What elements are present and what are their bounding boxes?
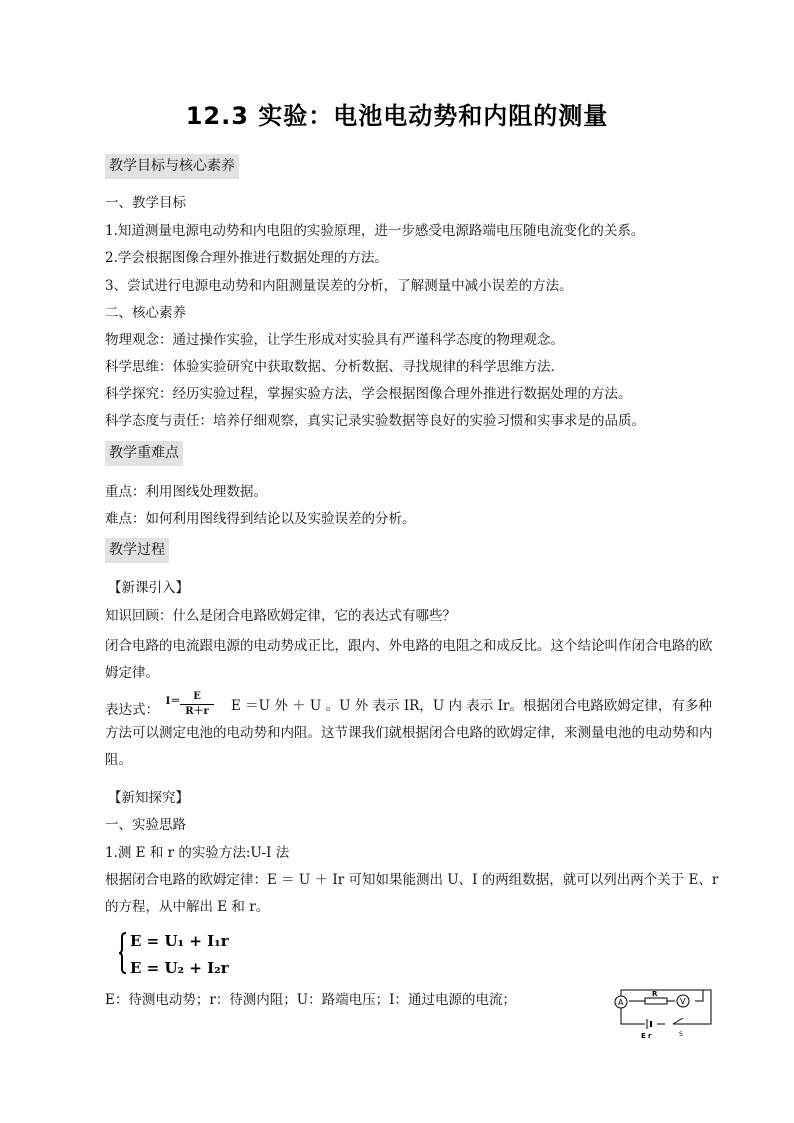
internal-resistance-label: r	[648, 1032, 652, 1040]
law-paragraph: 闭合电路的电流跟电源的电动势成正比，跟内、外电路的电阻之和成反比。这个结论叫作闭合电路的欧姆定律。	[105, 638, 713, 681]
intro-heading: 【新课引入】	[108, 580, 189, 596]
page-title: 12.3 实验：电池电动势和内阻的测量	[185, 102, 609, 130]
fraction-denominator: R＋r	[185, 706, 209, 717]
ammeter-label: A	[618, 998, 624, 1007]
section-tag-key: 教学重难点	[105, 441, 183, 466]
core-item: 科学探究：经历实验过程，掌握实验方法，学会根据图像合理外推进行数据处理的方法。	[105, 386, 632, 402]
core-item: 科学态度与责任：培养仔细观察，真实记录实验数据等良好的实验习惯和实事求是的品质。	[105, 413, 645, 429]
voltmeter-label: V	[680, 997, 686, 1006]
core-item: 科学思维：体验实验研究中获取数据、分析数据、寻找规律的科学思维方法．	[105, 359, 564, 375]
section-tag-goals: 教学目标与核心素养	[105, 154, 239, 179]
core-item: 物理观念：通过操作实验，让学生形成对实验具有严谨科学态度的物理观念。	[105, 332, 564, 348]
equation-system	[118, 927, 246, 979]
equation-2: E = U₂ + I₂r	[130, 959, 229, 977]
core-heading: 二、核心素养	[105, 305, 186, 321]
emf-label: E	[641, 1032, 646, 1040]
idea-heading: 一、实验思路	[105, 817, 186, 833]
variable-legend: E：待测电动势；r：待测内阻；U：路端电压；I：通过电源的电流；	[105, 992, 517, 1008]
circuit-diagram	[607, 986, 719, 1040]
expression-label: 表达式：	[105, 702, 159, 718]
goal-item: 1.知道测量电源电动势和内电阻的实验原理，进一步感受电源路端电压随电流变化的关系。	[105, 223, 645, 239]
method-paragraph: 根据闭合电路的欧姆定律：E ＝ U ＋ Ir 可知如果能测出 U、I 的两组数据，就可以列出两个关于 E、r 的方程，从中解出 E 和 r。	[105, 872, 719, 915]
equation-1: E = U₁ + I₁r	[130, 932, 229, 950]
formula-lhs: I＝	[165, 696, 181, 707]
key-point: 重点：利用图线处理数据。	[105, 484, 267, 500]
resistor-label: R	[652, 990, 658, 998]
new-knowledge-heading: 【新知探究】	[108, 790, 189, 806]
goal-item: 2.学会根据图像合理外推进行数据处理的方法。	[105, 250, 388, 266]
switch-label: S	[679, 1031, 683, 1038]
goal-item: 3、尝试进行电源电动势和内阻测量误差的分析，了解测量中减小误差的方法。	[105, 278, 573, 294]
section-tag-process: 教学过程	[105, 538, 169, 563]
goals-heading: 一、教学目标	[105, 195, 186, 211]
method-heading: 1.测 E 和 r 的实验方法:U-I 法	[105, 845, 290, 861]
recall-text: 知识回顾：什么是闭合电路欧姆定律，它的表达式有哪些？	[105, 608, 456, 624]
expression-text: E ＝U 外 ＋ U 。U 外 表示 IR，U 内 表示 Ir。根据闭合电路欧姆定律，有多种方法可以测定电池的电动势和内阻。这节课我们就根据闭合电路的欧姆定律，来测量电池的电动势和内阻。	[105, 698, 713, 768]
fraction-numerator: E	[180, 690, 214, 705]
difficult-point: 难点：如何利用图线得到结论以及实验误差的分析。	[105, 511, 416, 527]
